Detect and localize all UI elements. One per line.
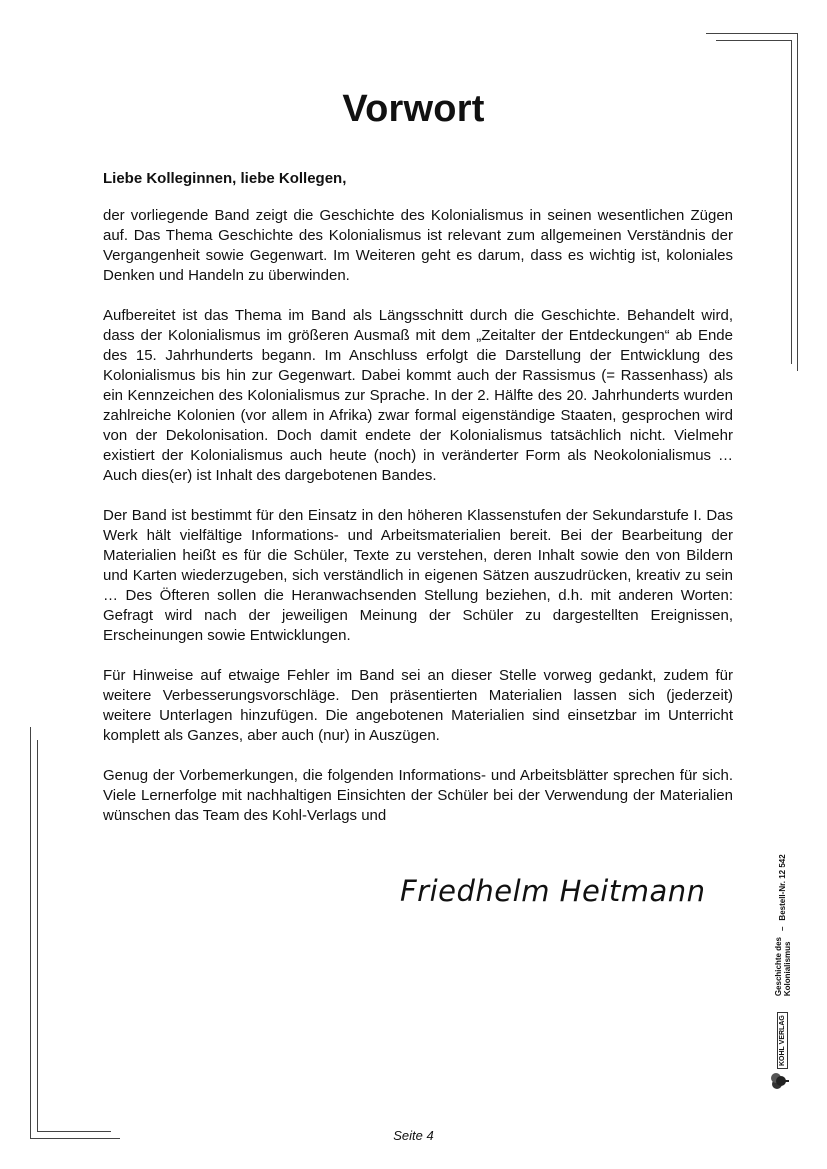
book-title [774,937,792,996]
order-number: Bestell-Nr. 12 542 [778,854,787,921]
page-title: Vorwort [342,88,485,130]
paragraph-5: Genug der Vorbemerkungen, die folgenden Informations- und Arbeitsblätter sprechen für sich. Viele Lernerfolge mit nachhaltigen Einsichten der Schüler bei der Verwendung der Materialien wünschen das Team des Kohl-Verlags und [103,767,733,824]
body-text [103,206,733,846]
frame-line-top-right [706,33,798,34]
paragraph-1: der vorliegende Band zeigt die Geschichte des Kolonialismus in seinen wesentlichen Zügen auf. Das Thema Geschichte des Kolonialismus ist relevant zum allgemeinen Verständnis der Vergangenheit sowie Gegenwart. Im Weiteren geht es darum, dass es wichtig ist, koloniales Denken und Handeln zu überwinden. [103,207,733,284]
logo-text: KOHL VERLAG [777,1012,788,1069]
tree-icon [770,1072,795,1090]
frame-line-right [797,33,798,371]
greeting: Liebe Kolleginnen, liebe Kollegen, [103,170,347,187]
sidebar-rotated [770,854,795,1090]
book-title-line-2: Kolonialismus [782,941,792,997]
page-number: Seite 4 [393,1128,434,1143]
frame-line-left-inner [37,740,38,1132]
frame-line-left [30,727,31,1138]
paragraph-3: Der Band ist bestimmt für den Einsatz in den höheren Klassenstufen der Sekundarstufe I. Das Werk hält vielfältige Informations- und Arbeitsmaterialien bereit. Bei der Bearbeitung der Materialien heißt es für die Schüler, Texte zu verstehen, deren Inhalt sowie den von Bildern und Karten wiederzugeben, sich verständlich in eigenen Sätzen auszudrücken, kreativ zu sein … Des Öfteren sollen die Heranwachsenden Stellung beziehen, d.h. mit anderen Worten: Gefragt wird nach der jeweiligen Meinung der Schüler zu dargestellten Ereignissen, Erscheinungen sowie Entwicklungen. [103,507,733,644]
separator: – [778,926,787,932]
book-title-line-1: Geschichte des [773,937,783,997]
paragraph-4: Für Hinweise auf etwaige Fehler im Band sei an dieser Stelle vorweg gedankt, zudem für weitere Verbesserungsvorschläge. Den präsentierten Materialien lassen sich (jederzeit) weitere Unterlagen hinzufügen. Die angebotenen Materialien sind einsetzbar im Unterricht komplett als Ganzes, aber auch (nur) in Auszügen. [103,667,733,744]
signature: Friedhelm Heitmann [400,874,706,908]
paragraph-2: Aufbereitet ist das Thema im Band als Längsschnitt durch die Geschichte. Behandelt wird, dass der Kolonialismus im größeren Ausmaß mit dem „Zeitalter der Entdeckungen“ ab Ende des 15. Jahrhunderts begann. Im Anschluss erfolgt die Darstellung der Entwicklung des Kolonialismus bis hin zur Gegenwart. Dabei kommt auch der Rassismus (= Rassenhass) als ein Kennzeichen des Kolonialismus zur Sprache. In der 2. Hälfte des 20. Jahrhunderts wurden zahlreiche Kolonien (vor allem in Afrika) zwar formal eigenständige Staaten, gesprochen wird von der Dekolonisation. Doch damit endete der Kolonialismus tatsächlich nicht. Vielmehr existiert der Kolonialismus auch heute (noch) in veränderter Form als Neokolonialismus … Auch dies(er) ist Inhalt des dargebotenen Bandes. [103,307,733,484]
frame-line-top-right-inner [716,40,792,41]
publisher-logo [770,1012,795,1090]
